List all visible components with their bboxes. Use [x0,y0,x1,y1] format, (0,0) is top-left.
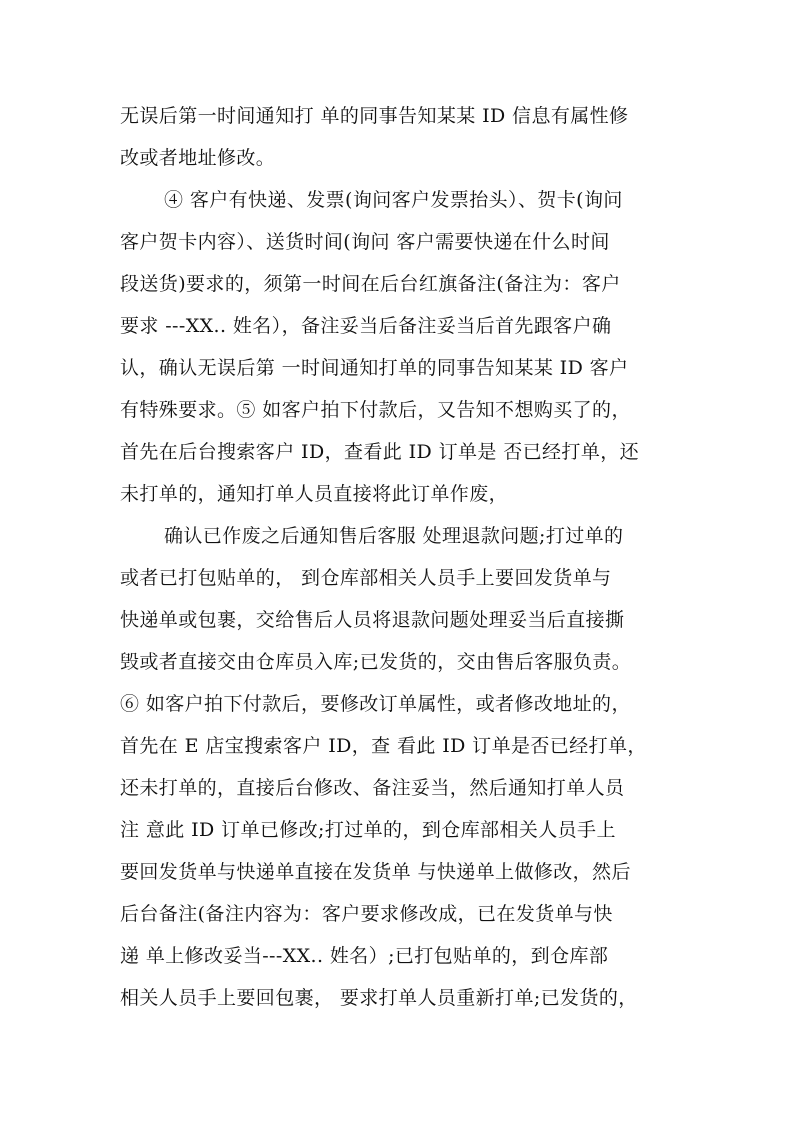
text-line: 确认已作废之后通知售后客服 处理退款问题;打过单的 [164,525,624,547]
text-line: 未打单的，通知打单人员直接将此订单作废， [120,483,509,505]
text-line: 首先在 E 店宝搜索客户 ID，查 看此 ID 订单是否已经打单， [120,735,647,757]
text-line: 认，确认无误后第 一时间通知打单的同事告知某某 ID 客户 [120,357,629,379]
text-line: 后台备注(备注内容为：客户要求修改成，已在发货单与快 [120,903,613,925]
text-line: 相关人员手上要回包裹， 要求打单人员重新打单;已发货的， [120,987,638,1009]
text-line: 或者已打包贴单的， 到仓库部相关人员手上要回发货单与 [120,567,612,589]
text-line: 要回发货单与快递单直接在发货单 与快递单上做修改，然后 [120,861,631,883]
text-line: 还未打单的，直接后台修改、备注妥当，然后通知打单人员 [120,777,625,799]
text-line: 改或者地址修改。 [120,147,276,169]
text-line: 快递单或包裹，交给售后人员将退款问题处理妥当后直接撕 [120,609,625,631]
text-line: 有特殊要求。⑤ 如客户拍下付款后，又告知不想购买了的， [120,399,631,421]
text-line: 递 单上修改妥当---XX.. 姓名）;已打包贴单的，到仓库部 [120,945,609,967]
text-line: 注 意此 ID 订单已修改;打过单的，到仓库部相关人员手上 [120,819,616,841]
text-line: 要求 ---XX.. 姓名），备注妥当后备注妥当后首先跟客户确 [120,315,612,337]
text-line: ④ 客户有快递、发票(询问客户发票抬头）、贺卡(询问 [164,189,623,211]
text-line: ⑥ 如客户拍下付款后，要修改订单属性，或者修改地址的， [120,693,631,715]
text-line: 首先在后台搜索客户 ID，查看此 ID 订单是 否已经打单，还 [120,441,640,463]
text-line: 客户贺卡内容）、送货时间(询问 客户需要快递在什么时间 [120,231,610,253]
text-line: 毁或者直接交由仓库员入库;已发货的，交由售后客服负责。 [120,651,632,673]
text-line: 无误后第一时间通知打 单的同事告知某某 ID 信息有属性修 [120,105,629,127]
text-line: 段送货)要求的，须第一时间在后台红旗备注(备注为：客户 [120,273,621,295]
